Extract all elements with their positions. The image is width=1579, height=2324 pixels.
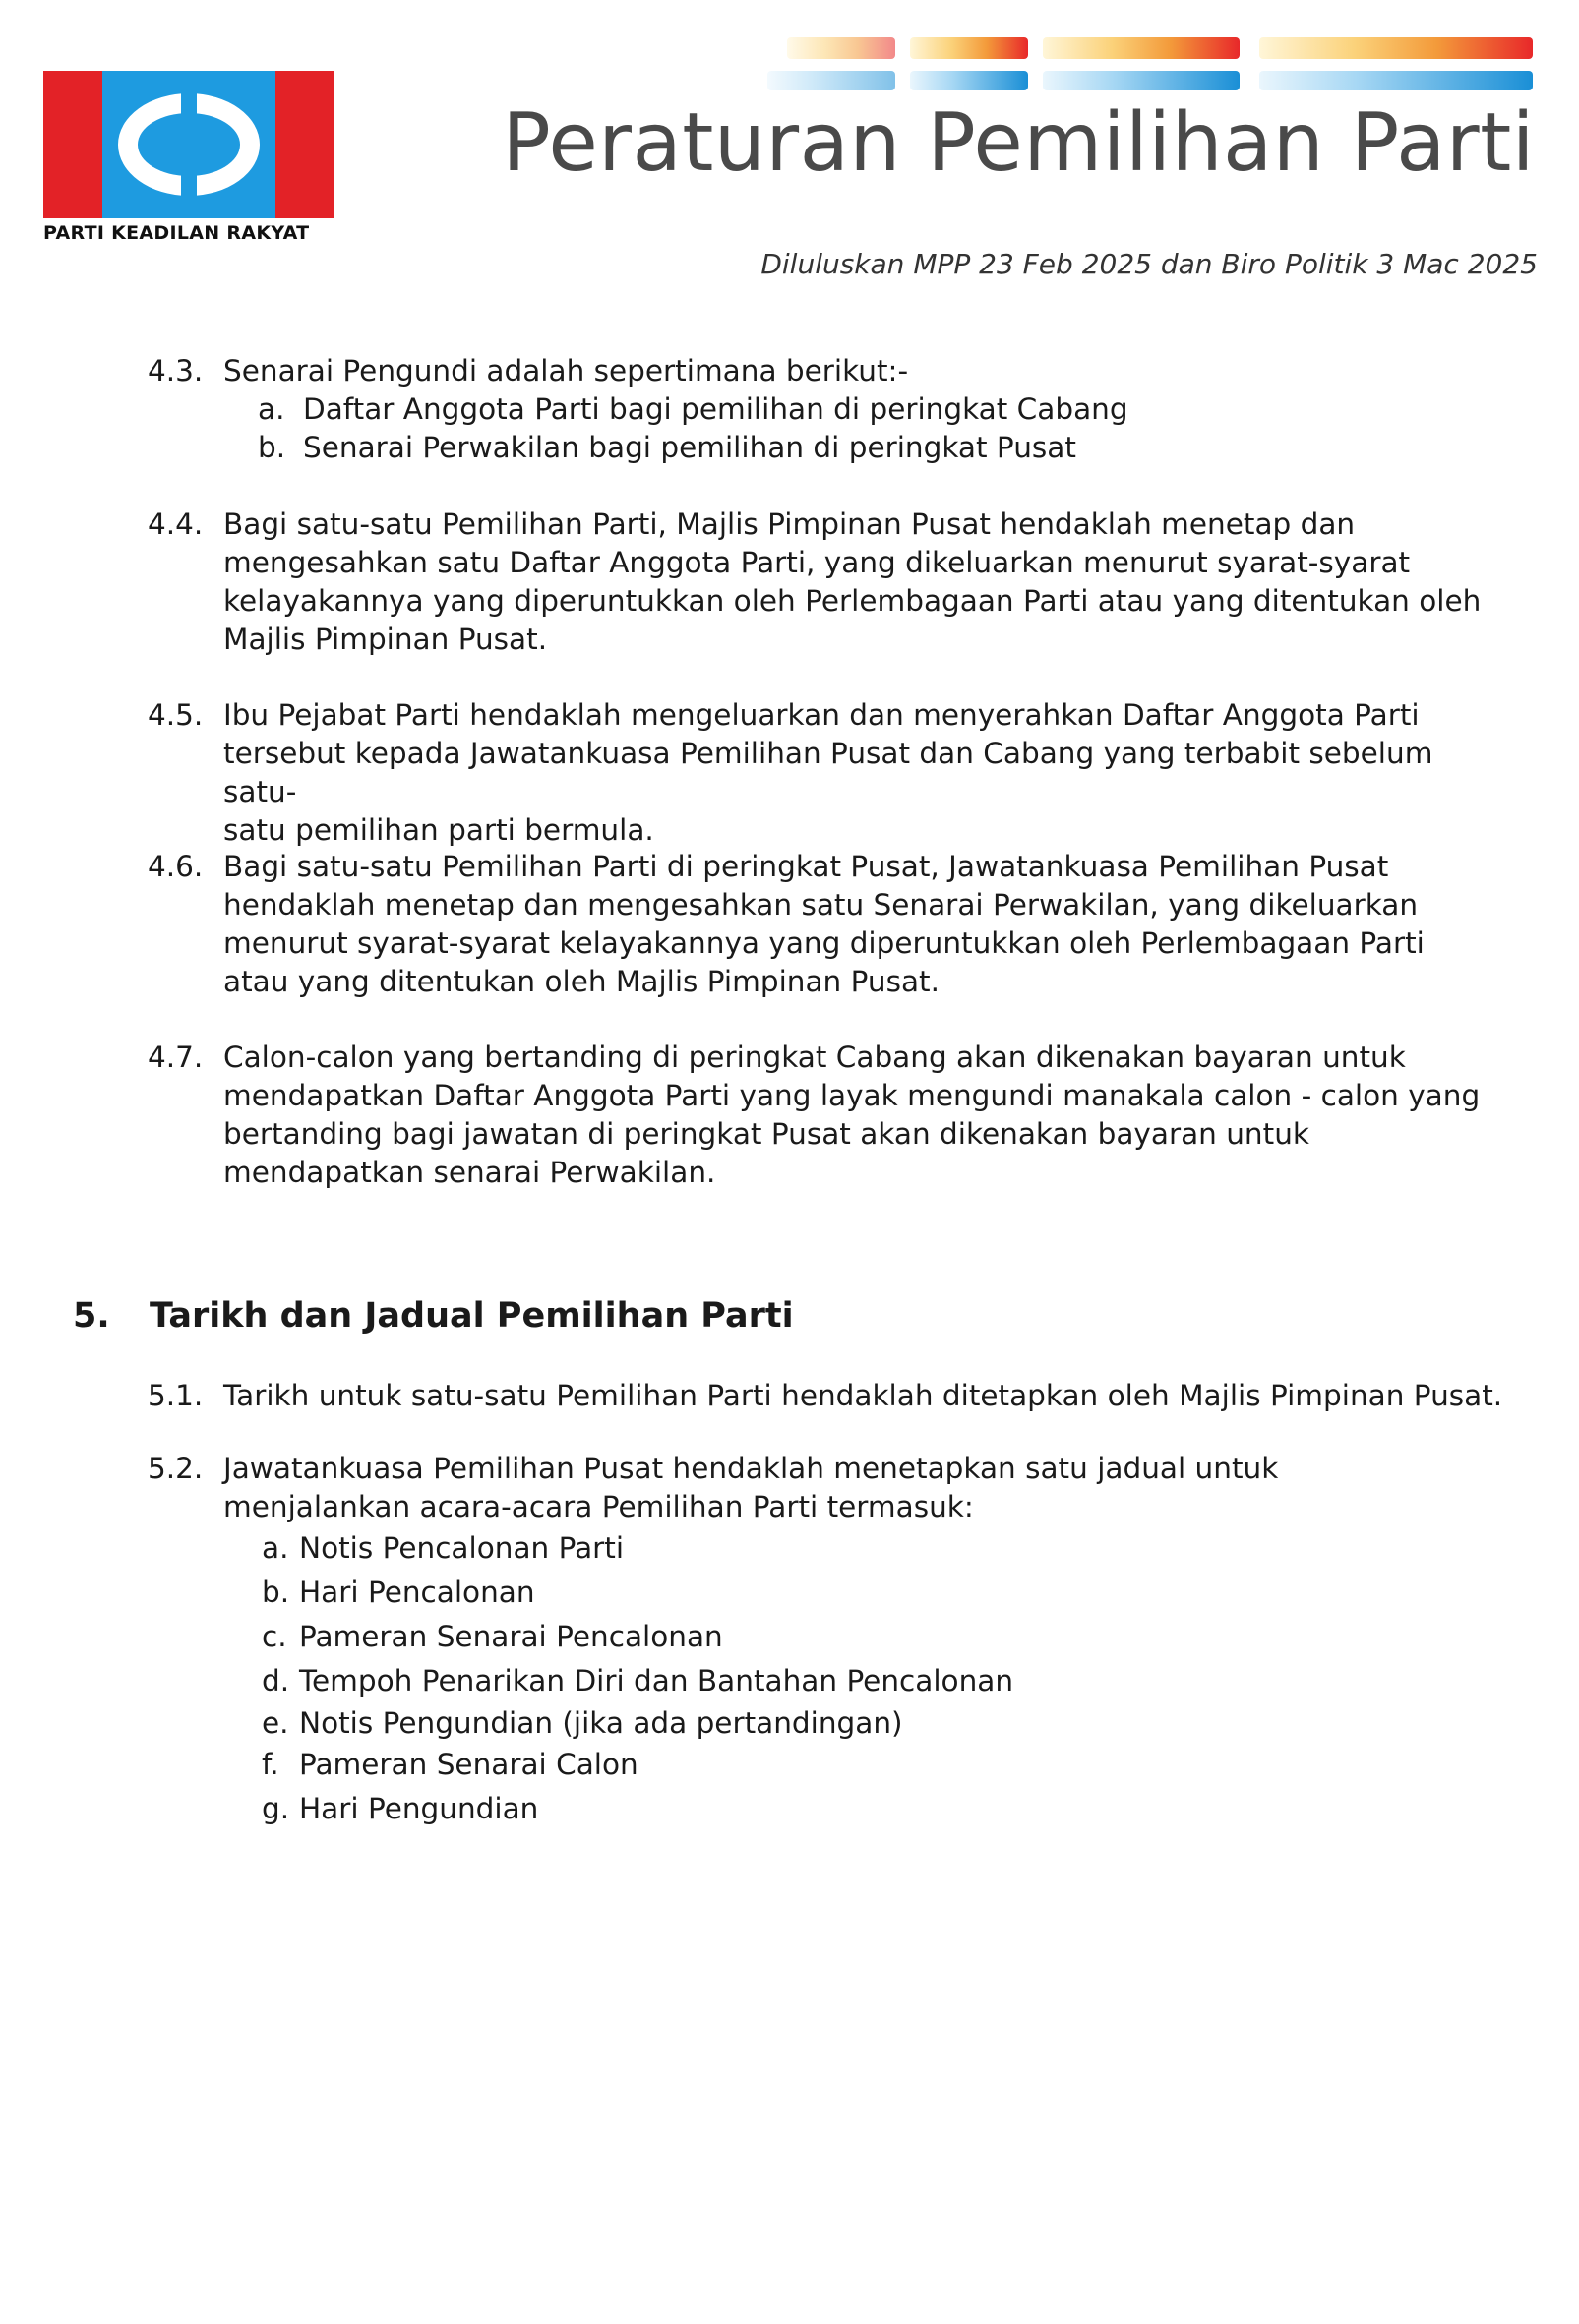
clause-line: tersebut kepada Jawatankuasa Pemilihan Pusat dan Cabang yang terbabit sebelum satu- [223, 737, 1433, 808]
clause-text: Senarai Pengundi adalah sepertimana berikut:- [223, 354, 909, 387]
stripe-row-top [787, 37, 1533, 59]
clause-line: hendaklah menetap dan mengesahkan satu Senarai Perwakilan, yang dikeluarkan [223, 888, 1419, 922]
list-item-label: f. [262, 1748, 279, 1781]
section-title: Tarikh dan Jadual Pemilihan Parti [150, 1296, 794, 1336]
clause-line: menjalankan acara-acara Pemilihan Parti termasuk: [223, 1490, 974, 1523]
clause-line: Calon-calon yang bertanding di peringkat Cabang akan dikenakan bayaran untuk [223, 1041, 1406, 1074]
clause-5-2-sublist [262, 1526, 1013, 1831]
section-number: 5. [73, 1296, 110, 1336]
list-item [262, 1659, 1013, 1703]
clause-number: 4.4. [148, 507, 204, 541]
section-heading [73, 1296, 794, 1336]
list-item-text: Tempoh Penarikan Diri dan Bantahan Pencalonan [299, 1664, 1014, 1698]
clause-number: 5.2. [148, 1452, 204, 1485]
clause-line: mendapatkan senarai Perwakilan. [223, 1156, 716, 1189]
clause-line: kelayakannya yang diperuntukkan oleh Perlembagaan Parti atau yang ditentukan oleh [223, 584, 1482, 618]
clause-5-2 [148, 1450, 1505, 1526]
document-title: Peraturan Pemilihan Parti [502, 96, 1535, 190]
clause-line: Bagi satu-satu Pemilihan Parti, Majlis Pimpinan Pusat hendaklah menetap dan [223, 507, 1356, 541]
header-stripes [748, 35, 1535, 98]
list-item [258, 390, 1128, 429]
clause-line: atau yang ditentukan oleh Majlis Pimpinan Pusat. [223, 965, 940, 998]
logo-split [181, 71, 197, 218]
list-item-text: Pameran Senarai Pencalonan [299, 1620, 723, 1653]
clause-number: 4.3. [148, 354, 204, 387]
list-item-text: Hari Pengundian [299, 1792, 539, 1825]
clause-line: mendapatkan Daftar Anggota Parti yang layak mengundi manakala calon - calon yang [223, 1079, 1481, 1112]
clause-number: 4.6. [148, 850, 204, 883]
clause-4-3 [148, 352, 1505, 390]
list-item-text: Hari Pencalonan [299, 1576, 535, 1609]
list-item-label: a. [262, 1531, 289, 1565]
clause-4-7 [148, 1039, 1505, 1192]
list-item [262, 1615, 1013, 1659]
list-item [262, 1571, 1013, 1615]
list-item-label: c. [262, 1620, 287, 1653]
clause-line: mengesahkan satu Daftar Anggota Parti, yang dikeluarkan menurut syarat-syarat [223, 546, 1411, 579]
list-item [262, 1703, 1013, 1743]
list-item-label: g. [262, 1792, 290, 1825]
clause-line: bertanding bagi jawatan di peringkat Pusat akan dikenakan bayaran untuk [223, 1117, 1309, 1151]
list-item-label: b. [262, 1576, 290, 1609]
clause-line: menurut syarat-syarat kelayakannya yang diperuntukkan oleh Perlembagaan Parti [223, 926, 1425, 960]
list-item-label: e. [262, 1706, 289, 1740]
clause-line: Majlis Pimpinan Pusat. [223, 623, 548, 656]
list-item-text: Daftar Anggota Parti bagi pemilihan di peringkat Cabang [303, 392, 1128, 426]
clause-line: satu pemilihan parti bermula. [223, 813, 654, 847]
list-item [258, 429, 1128, 467]
clause-line: Bagi satu-satu Pemilihan Parti di peringkat Pusat, Jawatankuasa Pemilihan Pusat [223, 850, 1389, 883]
clause-number: 4.5. [148, 698, 204, 732]
clause-5-1 [148, 1377, 1505, 1415]
clause-number: 5.1. [148, 1379, 204, 1412]
clause-number: 4.7. [148, 1041, 204, 1074]
clause-4-4 [148, 506, 1505, 659]
logo-caption: PARTI KEADILAN RAKYAT [43, 222, 310, 244]
document-approval-note: Diluluskan MPP 23 Feb 2025 dan Biro Politik 3 Mac 2025 [760, 248, 1538, 280]
clause-4-6 [148, 848, 1505, 1001]
stripe-row-bottom [767, 71, 1533, 90]
list-item-text: Pameran Senarai Calon [299, 1748, 638, 1781]
list-item [262, 1526, 1013, 1571]
clause-4-3-sublist [258, 390, 1128, 467]
party-logo [43, 71, 334, 218]
list-item-text: Notis Pencalonan Parti [299, 1531, 625, 1565]
list-item [262, 1787, 1013, 1831]
clause-line: Ibu Pejabat Parti hendaklah mengeluarkan dan menyerahkan Daftar Anggota Parti [223, 698, 1420, 732]
clause-text: Tarikh untuk satu-satu Pemilihan Parti hendaklah ditetapkan oleh Majlis Pimpinan Pusat. [223, 1379, 1503, 1412]
list-item [262, 1743, 1013, 1787]
list-item-label: b. [258, 431, 286, 464]
list-item-label: a. [258, 392, 285, 426]
list-item-text: Senarai Perwakilan bagi pemilihan di peringkat Pusat [303, 431, 1076, 464]
list-item-text: Notis Pengundian (jika ada pertandingan) [299, 1706, 903, 1740]
list-item-label: d. [262, 1664, 290, 1698]
clause-line: Jawatankuasa Pemilihan Pusat hendaklah menetapkan satu jadual untuk [223, 1452, 1279, 1485]
clause-4-5 [148, 696, 1505, 850]
